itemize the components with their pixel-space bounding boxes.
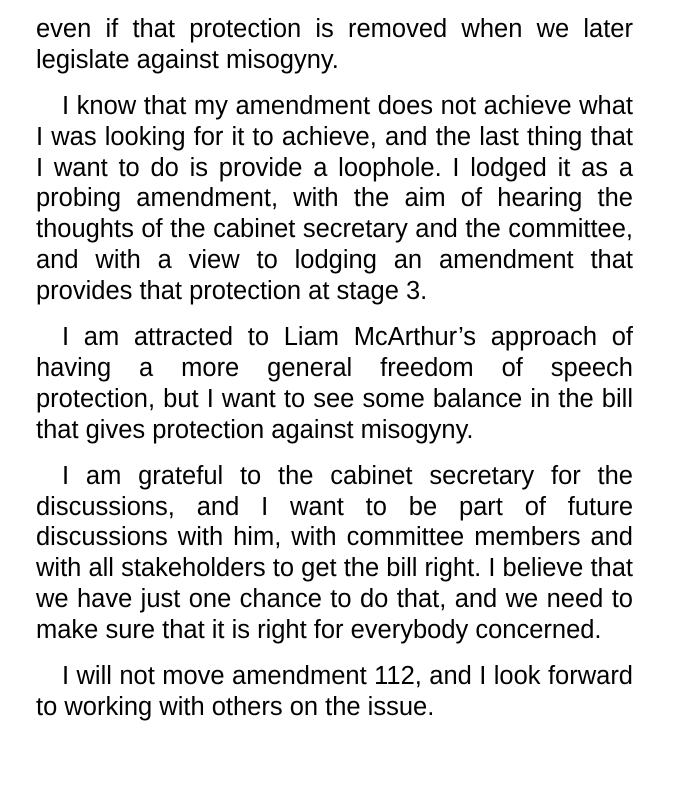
paragraph-gratitude: I am grateful to the cabinet secretary for the discussions, and I want to be part of future discussions with him, with committee members and with all stakeholders to get the bill right. I believe that we have just one chance to do that, and we need to make sure that it is right for everybody concerned. [36, 461, 633, 644]
paragraph-continued: even if that protection is removed when we later legislate against misogyny. [36, 15, 633, 74]
paragraph-amendment-probing: I know that my amendment does not achieve what I was looking for it to achieve, and the last thing that I want to do is provide a loophole. I lodged it as a probing amendment, with the aim of hearing the thoughts of the cabinet secretary and the committee, and with a view to lodging an amendment that provides that protection at stage 3. [36, 92, 633, 305]
paragraph-withdraw-amendment: I will not move amendment 112, and I look forward to working with others on the issue. [36, 662, 633, 721]
paragraph-freedom-of-speech: I am attracted to Liam McArthur’s approach of having a more general freedom of speech protection, but I want to see some balance in the bill that gives protection against misogyny. [36, 323, 633, 444]
document-page [36, 14, 633, 738]
